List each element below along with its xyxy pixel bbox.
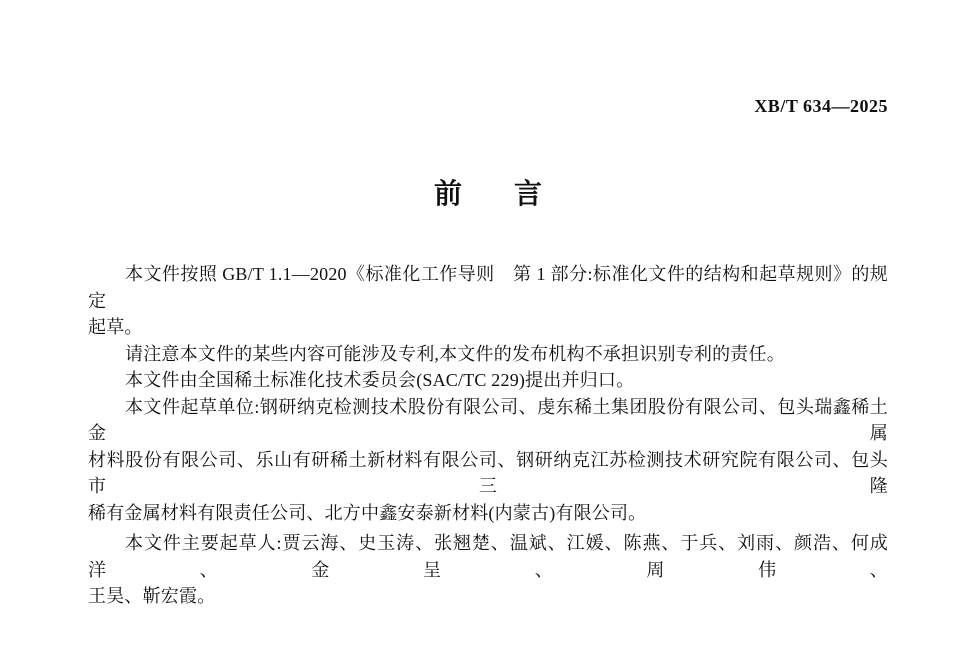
page-title — [0, 179, 976, 211]
text-line: 起草。 — [88, 317, 143, 337]
text-line: 本文件按照 GB/T 1.1—2020《标准化工作导则 第 1 部分:标准化文件的结构和起草规则》的规定 — [88, 264, 888, 311]
title-char-2: 言 — [514, 179, 543, 210]
body-text — [88, 261, 888, 610]
doc-number: XB/T 634—2025 — [754, 96, 888, 116]
text-line: 本文件起草单位:钢研纳克检测技术股份有限公司、虔东稀土集团股份有限公司、包头瑞鑫稀土金属 — [88, 396, 888, 443]
text-line: 王昊、靳宏霞。 — [88, 586, 216, 606]
text-line: 材料股份有限公司、乐山有研稀土新材料有限公司、钢研纳克江苏检测技术研究院有限公司、包头市三隆 — [88, 449, 888, 496]
text-line: 本文件由全国稀土标准化技术委员会(SAC/TC 229)提出并归口。 — [125, 370, 635, 390]
title-char-1: 前 — [433, 179, 462, 210]
text-line: 稀有金属材料有限责任公司、北方中鑫安泰新材料(内蒙古)有限公司。 — [88, 502, 647, 523]
text-line: 本文件主要起草人:贾云海、史玉涛、张翘楚、温斌、江媛、陈燕、于兵、刘雨、颜浩、何成洋、金呈、周伟、 — [88, 533, 888, 580]
text-line: 请注意本文件的某些内容可能涉及专利,本文件的发布机构不承担识别专利的责任。 — [125, 343, 785, 364]
